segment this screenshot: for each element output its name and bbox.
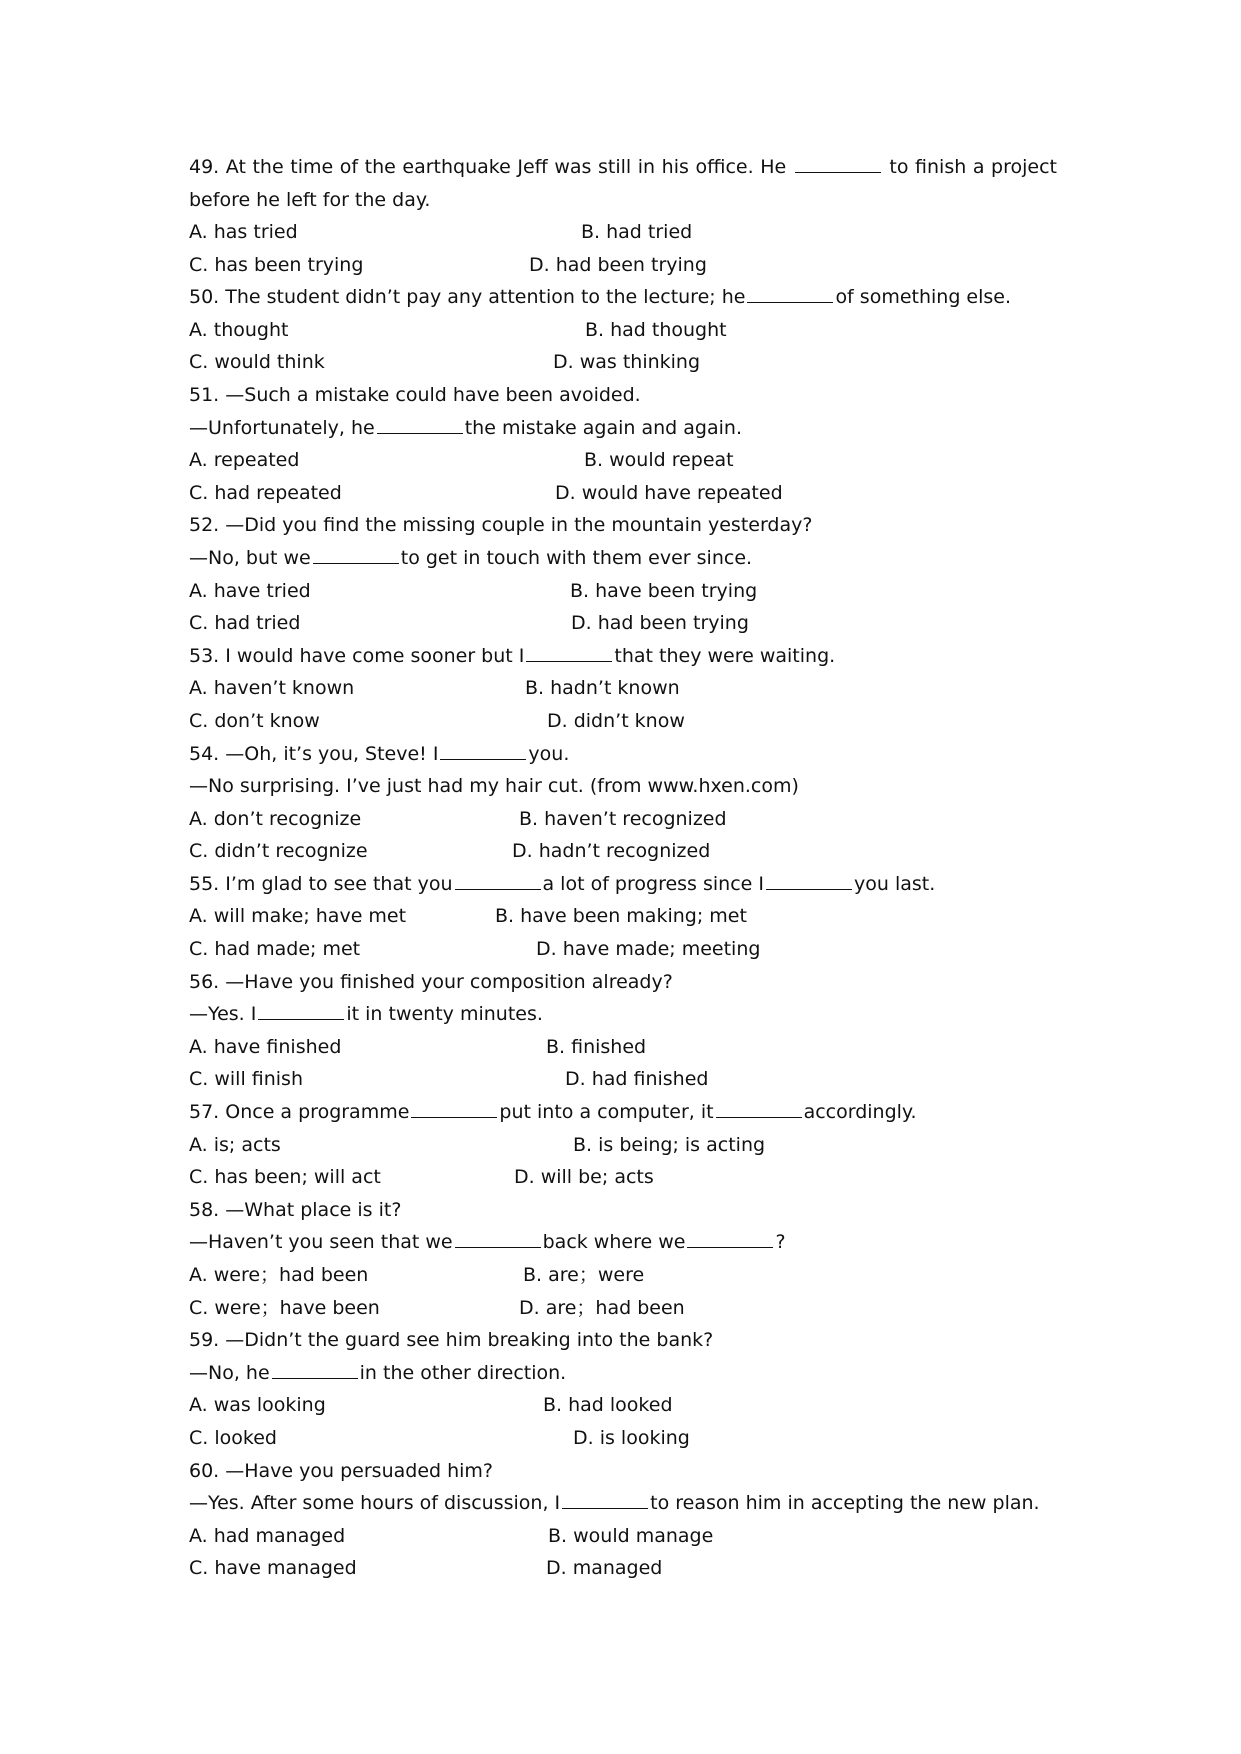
option-b: B. would repeat (584, 449, 734, 472)
question-50-options-row-2 (189, 346, 1057, 379)
answer-blank (766, 871, 852, 890)
question-60-options-row-2 (189, 1552, 1057, 1585)
question-55-stem: 55. I’m glad to see that you a lot of progress since I you last. (189, 872, 936, 895)
option-d: D. hadn’t recognized (512, 840, 711, 863)
question-60-stem: 60. —Have you persuaded him? (189, 1459, 494, 1482)
option-b: B. would manage (548, 1524, 714, 1547)
option-c: C. would think (189, 351, 325, 374)
question-58-stem: 58. —What place is it? (189, 1198, 402, 1221)
exercise-page (189, 151, 1057, 1585)
option-a: A. thought (189, 318, 289, 341)
option-d: D. would have repeated (555, 481, 783, 504)
answer-blank (455, 1229, 541, 1248)
option-a: A. were；had been (189, 1264, 369, 1286)
question-54-stem: 54. —Oh, it’s you, Steve! I you. (189, 742, 570, 765)
question-52-options-row-2 (189, 607, 1057, 640)
option-d: D. had finished (565, 1068, 709, 1091)
question-56-stem: 56. —Have you finished your composition already? (189, 970, 673, 993)
question-58-dialog: —Haven’t you seen that we back where we ? (189, 1231, 786, 1254)
question-58-options-row-1 (189, 1259, 1057, 1292)
option-d: D. is looking (573, 1426, 690, 1449)
question-60-options-row-1 (189, 1520, 1057, 1553)
question-57-stem: 57. Once a programme put into a computer, it accordingly. (189, 1101, 917, 1124)
question-59-dialog: —No, he in the other direction. (189, 1361, 567, 1384)
question-54-options-row-1 (189, 803, 1057, 836)
answer-blank (455, 871, 541, 890)
answer-blank (526, 643, 612, 662)
question-60-dialog: —Yes. After some hours of discussion, I to reason him in accepting the new plan. (189, 1492, 1040, 1515)
question-50-options-row-1 (189, 314, 1057, 347)
option-b: B. haven’t recognized (519, 807, 727, 830)
option-b: B. finished (546, 1035, 647, 1058)
question-55-options-row-1 (189, 900, 1057, 933)
option-c: C. were；have been (189, 1296, 380, 1319)
question-55-options-row-2 (189, 933, 1057, 966)
option-a: A. will make; have met (189, 905, 407, 928)
option-c: C. had tried (189, 612, 301, 635)
answer-blank (687, 1229, 773, 1248)
option-b: B. have been making; met (495, 905, 747, 928)
question-59-options-row-2 (189, 1422, 1057, 1455)
answer-blank (272, 1360, 358, 1379)
answer-blank (258, 1001, 344, 1020)
option-b: B. had looked (543, 1394, 673, 1417)
answer-blank (411, 1099, 497, 1118)
option-a: A. was looking (189, 1394, 326, 1417)
question-51-options-row-1 (189, 444, 1057, 477)
option-b: B. is being; is acting (573, 1133, 766, 1156)
option-c: C. have managed (189, 1557, 357, 1580)
option-d: D. are；had been (519, 1296, 685, 1319)
option-c: C. had repeated (189, 481, 342, 504)
option-d: D. managed (546, 1557, 663, 1580)
question-54-options-row-2 (189, 835, 1057, 868)
question-49-stem: 49. At the time of the earthquake Jeff was still in his office. He to finish a project before he left for the day. (189, 156, 1058, 211)
option-b: B. hadn’t known (525, 677, 680, 700)
question-51-options-row-2 (189, 477, 1057, 510)
option-d: D. didn’t know (547, 709, 685, 732)
question-53-options-row-2 (189, 705, 1057, 738)
option-d: D. have made; meeting (536, 938, 761, 961)
question-53-options-row-1 (189, 672, 1057, 705)
option-c: C. has been; will act (189, 1166, 381, 1189)
question-56-options-row-2 (189, 1063, 1057, 1096)
answer-blank (747, 284, 833, 303)
answer-blank (562, 1490, 648, 1509)
option-b: B. have been trying (570, 579, 758, 602)
option-d: D. had been trying (529, 253, 707, 276)
option-a: A. is; acts (189, 1133, 281, 1156)
option-c: C. has been trying (189, 253, 364, 276)
option-a: A. have finished (189, 1035, 342, 1058)
answer-blank (716, 1099, 802, 1118)
question-56-dialog: —Yes. I it in twenty minutes. (189, 1003, 543, 1026)
question-50-stem: 50. The student didn’t pay any attention to the lecture; he of something else. (189, 286, 1012, 309)
option-c: C. don’t know (189, 709, 320, 732)
answer-blank (795, 154, 881, 173)
question-52-stem: 52. —Did you find the missing couple in the mountain yesterday? (189, 514, 813, 537)
option-a: A. don’t recognize (189, 807, 362, 830)
option-b: B. had tried (581, 221, 693, 243)
question-58-options-row-2 (189, 1292, 1057, 1325)
option-c: C. will finish (189, 1068, 303, 1091)
option-b: B. are；were (523, 1264, 645, 1286)
option-c: C. didn’t recognize (189, 840, 368, 863)
question-52-options-row-1 (189, 575, 1057, 608)
answer-blank (440, 741, 526, 760)
option-a: A. has tried (189, 221, 298, 243)
option-c: C. had made; met (189, 938, 361, 961)
option-d: D. will be; acts (514, 1166, 654, 1189)
question-49-options-row-1 (189, 216, 1057, 249)
question-51-dialog: —Unfortunately, he the mistake again and again. (189, 416, 742, 439)
option-c: C. looked (189, 1426, 277, 1449)
answer-blank (377, 415, 463, 434)
question-57-options-row-1 (189, 1129, 1057, 1162)
question-54-dialog: —No surprising. I’ve just had my hair cut. (from www.hxen.com) (189, 775, 799, 798)
question-59-stem: 59. —Didn’t the guard see him breaking into the bank? (189, 1329, 714, 1352)
question-51-stem: 51. —Such a mistake could have been avoided. (189, 383, 641, 406)
question-52-dialog: —No, but we to get in touch with them ever since. (189, 546, 753, 569)
option-a: A. repeated (189, 449, 300, 472)
option-d: D. was thinking (553, 351, 701, 374)
answer-blank (313, 545, 399, 564)
option-a: A. have tried (189, 579, 311, 602)
question-57-options-row-2 (189, 1161, 1057, 1194)
question-53-stem: 53. I would have come sooner but I that they were waiting. (189, 644, 836, 667)
option-a: A. haven’t known (189, 677, 355, 700)
option-a: A. had managed (189, 1524, 346, 1547)
question-49-options-row-2 (189, 249, 1057, 282)
option-d: D. had been trying (571, 612, 749, 635)
question-59-options-row-1 (189, 1389, 1057, 1422)
option-b: B. had thought (585, 318, 727, 341)
question-56-options-row-1 (189, 1031, 1057, 1064)
